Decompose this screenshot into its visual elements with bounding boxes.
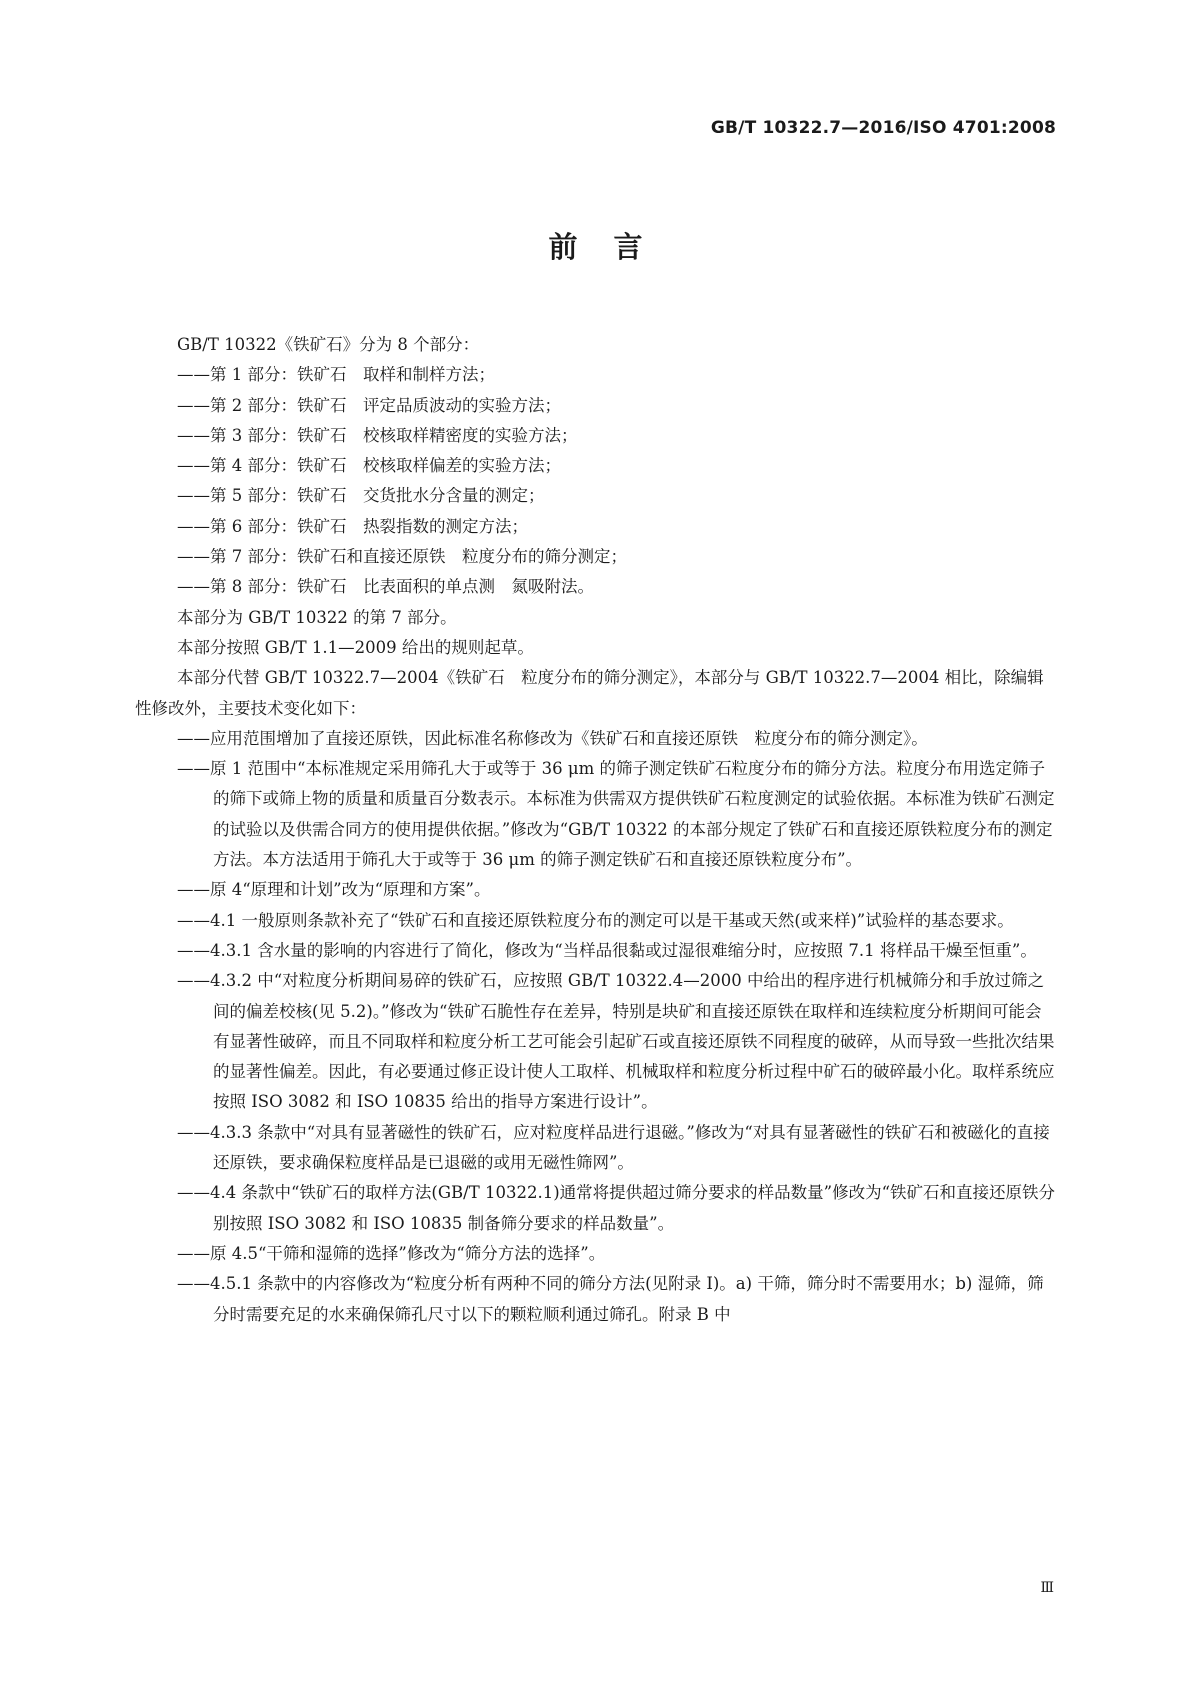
list-item: ——4.3.2 中“对粒度分析期间易碎的铁矿石，应按照 GB/T 10322.4—2000 中给出的程序进行机械筛分和手放过筛之间的偏差校核(见 5.2)。”修改为“铁矿石脆性存在差异，特别是块矿和直接还原铁在取样和连续粒度分析期间可能会有显著性破碎，而且不同取样和粒度分析工艺可能会引起矿石或直接还原铁不同程度的破碎，从而导致一些批次结果的显著性偏差。因此，有必要通过修正设计使人工取样、机械取样和粒度分析过程中矿石的破碎最小化。取样系统应按照 ISO 3082 和 ISO 10835 给出的指导方案进行设计”。: [177, 971, 1055, 1112]
list-item: ——第 4 部分：铁矿石 校核取样偏差的实验方法；: [177, 456, 561, 476]
list-item: ——4.5.1 条款中的内容修改为“粒度分析有两种不同的筛分方法(见附录 I)。a) 干筛，筛分时不需要用水；b) 湿筛，筛分时需要充足的水来确保筛孔尺寸以下的颗粒顺利通过筛孔。附录 B 中: [177, 1274, 1044, 1324]
list-item: ——原 4.5“干筛和湿筛的选择”修改为“筛分方法的选择”。: [177, 1243, 606, 1263]
changes-list: [135, 724, 1056, 1330]
page-number: Ⅲ: [1040, 1580, 1054, 1596]
statement-part-number: 本部分为 GB/T 10322 的第 7 部分。: [177, 607, 457, 627]
list-item: ——4.1 一般原则条款补充了“铁矿石和直接还原铁粒度分布的测定可以是干基或天然(或来样)”试验样的基态要求。: [177, 910, 1014, 930]
page-title: 前言: [548, 230, 679, 264]
list-item: ——4.4 条款中“铁矿石的取样方法(GB/T 10322.1)通常将提供超过筛分要求的样品数量”修改为“铁矿石和直接还原铁分别按照 ISO 3082 和 ISO 10835 制备筛分要求的样品数量”。: [177, 1183, 1056, 1233]
list-item: ——第 6 部分：铁矿石 热裂指数的测定方法；: [177, 516, 528, 536]
list-item: ——第 8 部分：铁矿石 比表面积的单点测 氮吸附法。: [177, 577, 594, 597]
list-item: ——第 3 部分：铁矿石 校核取样精密度的实验方法；: [177, 425, 578, 445]
parts-intro: GB/T 10322《铁矿石》分为 8 个部分：: [177, 335, 480, 354]
list-item: ——4.3.3 条款中“对具有显著磁性的铁矿石，应对粒度样品进行退磁。”修改为“对具有显著磁性的铁矿石和被磁化的直接还原铁，要求确保粒度样品是已退磁的或用无磁性筛网”。: [177, 1122, 1050, 1173]
list-item: ——第 7 部分：铁矿石和直接还原铁 粒度分布的筛分测定；: [177, 547, 627, 567]
list-item: ——第 1 部分：铁矿石 取样和制样方法；: [177, 365, 495, 385]
statement-drafting-rules: 本部分按照 GB/T 1.1—2009 给出的规则起草。: [177, 637, 534, 657]
standard-code-header: GB/T 10322.7—2016/ISO 4701:2008: [710, 118, 1056, 138]
list-item: ——第 2 部分：铁矿石 评定品质波动的实验方法；: [177, 395, 561, 415]
list-item: ——4.3.1 含水量的影响的内容进行了简化，修改为“当样品很黏或过湿很难缩分时，应按照 7.1 将样品干燥至恒重”。: [177, 940, 1037, 960]
document-body: [135, 330, 1056, 1330]
list-item: ——第 5 部分：铁矿石 交货批水分含量的测定；: [177, 486, 545, 506]
list-item: ——原 1 范围中“本标准规定采用筛孔大于或等于 36 μm 的筛子测定铁矿石粒度分布的筛分方法。粒度分布用选定筛子的筛下或筛上物的质量和质量百分数表示。本标准为供需双方提供铁矿石粒度测定的试验依据。本标准为铁矿石测定的试验以及供需合同方的使用提供依据。”修改为“GB/T 10322 的本部分规定了铁矿石和直接还原铁粒度分布的测定方法。本方法适用于筛孔大于或等于 36 μm 的筛子测定铁矿石和直接还原铁粒度分布”。: [177, 759, 1055, 870]
replacement-paragraph: 本部分代替 GB/T 10322.7—2004《铁矿石 粒度分布的筛分测定》，本部分与 GB/T 10322.7—2004 相比，除编辑性修改外，主要技术变化如下：: [135, 668, 1044, 718]
list-item: ——原 4“原理和计划”改为“原理和方案”。: [177, 880, 491, 900]
list-item: ——应用范围增加了直接还原铁，因此标准名称修改为《铁矿石和直接还原铁 粒度分布的筛分测定》。: [177, 728, 928, 748]
parts-list: [135, 360, 1056, 602]
